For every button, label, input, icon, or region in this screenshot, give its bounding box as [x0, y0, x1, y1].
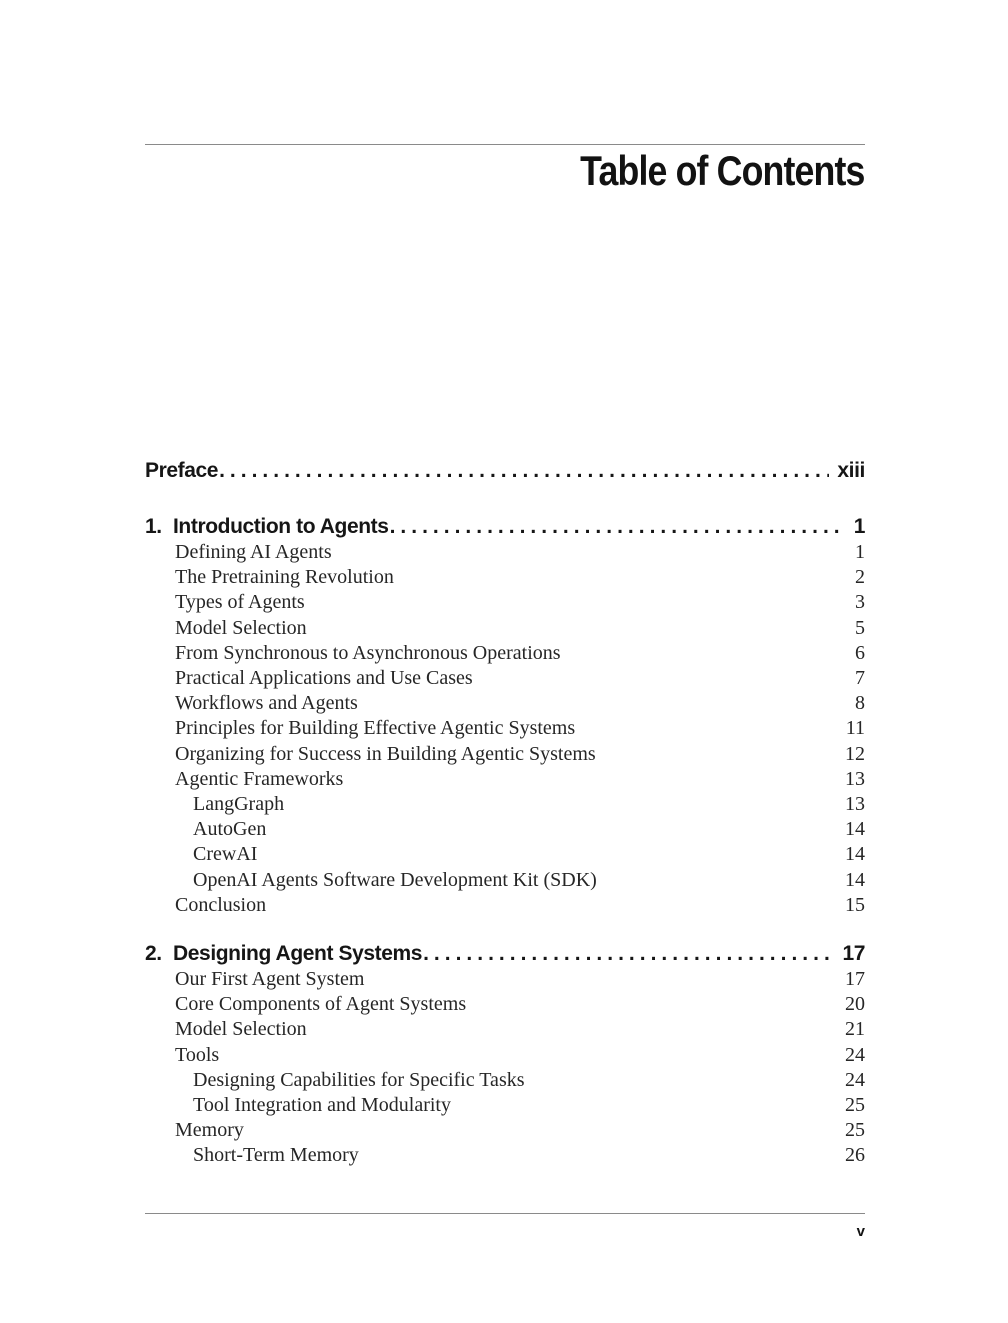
toc-entry[interactable]: [145, 842, 865, 867]
toc-entry[interactable]: [145, 767, 865, 792]
toc-entry-label: Workflows and Agents: [175, 692, 358, 715]
toc-entry-page: 3: [855, 591, 865, 614]
toc-entry[interactable]: [145, 641, 865, 666]
chapter-page-number: 17: [842, 942, 865, 966]
toc-chapter-2-row[interactable]: [145, 941, 865, 967]
toc-entry[interactable]: [145, 590, 865, 615]
toc-entry-page: 1: [855, 541, 865, 563]
toc-entry-label: LangGraph: [193, 793, 285, 816]
toc-entry[interactable]: [145, 1143, 865, 1168]
toc-entry-page: 12: [845, 742, 865, 765]
toc-entry-label: Organizing for Success in Building Agentic Systems: [175, 742, 596, 765]
chapter-1-entries: [145, 540, 865, 918]
toc-entry[interactable]: [145, 1043, 865, 1068]
toc-entry-label: Model Selection: [175, 1018, 307, 1041]
toc-entry-label: Core Components of Agent Systems: [175, 993, 467, 1016]
toc-entry[interactable]: [145, 1093, 865, 1118]
toc-entry-label: Our First Agent System: [175, 968, 365, 991]
footer-page-number: v: [856, 1223, 865, 1240]
toc-entry-label: From Synchronous to Asynchronous Operations: [175, 641, 561, 664]
toc-entry-label: Defining AI Agents: [175, 541, 332, 563]
toc-entry-page: 20: [845, 993, 865, 1016]
toc-entry[interactable]: [145, 716, 865, 741]
toc-entry-label: Agentic Frameworks: [175, 767, 344, 790]
toc-entry-page: 21: [845, 1018, 865, 1041]
toc-entry-page: 13: [845, 793, 865, 816]
toc-entry[interactable]: [145, 817, 865, 842]
toc-entry-page: 15: [845, 893, 865, 916]
toc-entry[interactable]: [145, 1017, 865, 1042]
toc-entry-page: 26: [845, 1144, 865, 1167]
toc-entry-page: 25: [845, 1094, 865, 1117]
chapter-title: Designing Agent Systems: [173, 942, 423, 966]
toc-entry[interactable]: [145, 792, 865, 817]
toc-entry[interactable]: [145, 992, 865, 1017]
footer-rule: [145, 1213, 865, 1214]
toc-entry-label: CrewAI: [193, 843, 258, 866]
chapter-2-entries: [145, 967, 865, 1169]
chapter-page-number: 1: [853, 515, 865, 538]
toc-entry-label: Tools: [175, 1043, 220, 1066]
toc-entry-label: Practical Applications and Use Cases: [175, 667, 473, 690]
toc-entry-label: Memory: [175, 1119, 244, 1142]
toc-entry-page: 13: [845, 767, 865, 790]
dot-leader: [390, 514, 846, 540]
toc-entry[interactable]: [145, 565, 865, 590]
toc-entry-page: 6: [855, 641, 865, 664]
toc-entry-page: 24: [845, 1043, 865, 1066]
toc-preface-row[interactable]: [145, 458, 865, 484]
toc-entry-label: Types of Agents: [175, 591, 305, 614]
toc-entry-page: 5: [855, 616, 865, 639]
toc-entry[interactable]: [145, 967, 865, 992]
toc-entry[interactable]: [145, 616, 865, 641]
toc-entry-label: Short-Term Memory: [193, 1144, 359, 1167]
chapter-number: 1.: [145, 515, 162, 538]
toc-entry-label: Model Selection: [175, 616, 307, 639]
toc-entry-label: AutoGen: [193, 818, 267, 841]
preface-page-number: xiii: [837, 459, 865, 482]
toc-chapter-1-row[interactable]: [145, 514, 865, 540]
toc-entry-page: 17: [845, 968, 865, 991]
toc-entry-label: Tool Integration and Modularity: [193, 1094, 451, 1117]
toc-entry-label: The Pretraining Revolution: [175, 566, 394, 589]
toc-entry-label: Principles for Building Effective Agentic Systems: [175, 717, 576, 740]
toc-entry-page: 2: [855, 566, 865, 589]
page-title: Table of Contents: [580, 147, 865, 194]
toc-entry-page: 11: [845, 717, 865, 740]
toc-entry-label: OpenAI Agents Software Development Kit (SDK): [193, 868, 597, 891]
toc-entry[interactable]: [145, 893, 865, 918]
toc-entry[interactable]: [145, 540, 865, 565]
toc-entry[interactable]: [145, 742, 865, 767]
toc-entry-label: Conclusion: [175, 893, 267, 916]
toc-entry-page: 14: [845, 868, 865, 891]
dot-leader: [219, 458, 829, 484]
toc-entry-page: 14: [845, 818, 865, 841]
toc-entry-page: 7: [855, 667, 865, 690]
header-rule: [145, 144, 865, 145]
toc-entry[interactable]: [145, 666, 865, 691]
table-of-contents: [145, 458, 865, 1169]
toc-entry-page: 14: [845, 843, 865, 866]
chapter-number: 2.: [145, 942, 162, 966]
toc-entry-page: 24: [845, 1068, 865, 1091]
preface-label: Preface: [145, 459, 219, 482]
toc-entry[interactable]: [145, 868, 865, 893]
chapter-title: Introduction to Agents: [173, 515, 389, 538]
toc-entry-page: 8: [855, 692, 865, 715]
toc-entry[interactable]: [145, 691, 865, 716]
dot-leader: [423, 941, 834, 967]
toc-entry-page: 25: [845, 1119, 865, 1142]
toc-entry[interactable]: [145, 1118, 865, 1143]
toc-entry[interactable]: [145, 1068, 865, 1093]
toc-entry-label: Designing Capabilities for Specific Tasks: [193, 1068, 525, 1091]
